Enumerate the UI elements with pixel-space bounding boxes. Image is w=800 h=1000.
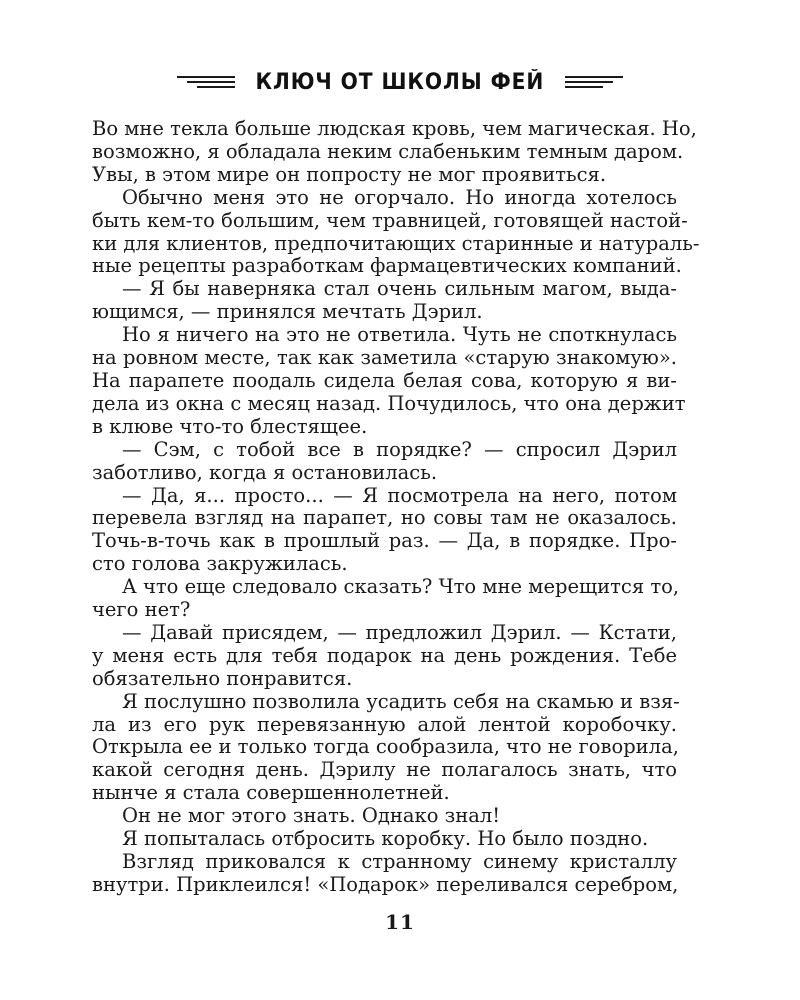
text-line: ные рецепты разработкам фармацевтических компаний. — [92, 254, 682, 278]
text-line: сто голова закружилась. — [92, 552, 348, 576]
text-line: быть кем-то большим, чем травницей, готовящей настой- — [92, 208, 688, 232]
book-title: КЛЮЧ ОТ ШКОЛЫ ФЕЙ — [255, 69, 545, 95]
text-line: Открыла ее и только тогда сообразила, что не говорила, — [92, 735, 679, 759]
text-line: заботливо, когда я остановилась. — [92, 460, 438, 484]
text-line: — Давай присядем, — предложил Дэрил. — Кстати, — [122, 620, 677, 644]
text-line: нынче я стала совершеннолетней. — [92, 781, 450, 805]
text-line: Увы, в этом мире он попросту не мог проявиться. — [92, 162, 607, 186]
page-number: 11 — [385, 910, 415, 934]
text-line: Обычно меня это не огорчало. Но иногда хотелось — [122, 185, 677, 209]
text-line: чего нет? — [92, 598, 191, 622]
text-line: Взгляд приковался к странному синему кристаллу — [122, 850, 677, 873]
text-line: На парапете поодаль сидела белая сова, которую я ви- — [92, 368, 677, 392]
text-line: возможно, я обладала неким слабеньким темным даром. — [92, 139, 684, 163]
text-line: — Я бы наверняка стал очень сильным магом, выда- — [122, 277, 677, 301]
text-line: ющимся, — принялся мечтать Дэрил. — [92, 300, 483, 324]
text-line: Во мне текла больше людская кровь, чем магическая. Но, — [92, 117, 697, 140]
text-line: перевела взгляд на парапет, но совы там не оказалось. — [92, 506, 677, 530]
text-line: А что еще следовало сказать? Что мне мерещится то, — [122, 575, 680, 599]
text-line: Он не мог этого знать. Однако знал! — [122, 804, 501, 828]
text-line: обязательно понравится. — [92, 666, 353, 690]
text-line: Я попыталась отбросить коробку. Но было поздно. — [122, 827, 649, 851]
text-line: Но я ничего на это не ответила. Чуть не споткнулась — [122, 323, 677, 347]
text-line: ки для клиентов, предпочитающих старинные и натураль- — [92, 231, 700, 255]
text-line: в клюве что-то блестящее. — [92, 414, 368, 438]
text-line: Я послушно позволила усадить себя на скамью и взя- — [122, 689, 680, 713]
text-line: ла из его рук перевязанную алой лентой коробочку. — [92, 712, 677, 736]
text-line: на ровном месте, так как заметила «старую знакомую». — [92, 346, 677, 370]
text-line: внутри. Приклеился! «Подарок» переливался серебром, — [92, 872, 679, 896]
text-line: у меня есть для тебя подарок на день рождения. Тебе — [92, 643, 677, 667]
header-right-ornament — [565, 76, 623, 88]
header-left-ornament — [177, 76, 235, 88]
running-header — [0, 62, 800, 102]
page-body-text — [92, 117, 700, 897]
text-line: какой сегодня день. Дэрилу не полагалось знать, что — [92, 758, 677, 782]
text-line: — Сэм, с тобой все в порядке? — спросил Дэрил — [122, 437, 677, 461]
text-line: Точь-в-точь как в прошлый раз. — Да, в порядке. Про- — [92, 529, 677, 553]
text-line: — Да, я... просто... — Я посмотрела на него, потом — [122, 483, 677, 507]
text-line: дела из окна с месяц назад. Почудилось, что она держит — [92, 391, 686, 415]
